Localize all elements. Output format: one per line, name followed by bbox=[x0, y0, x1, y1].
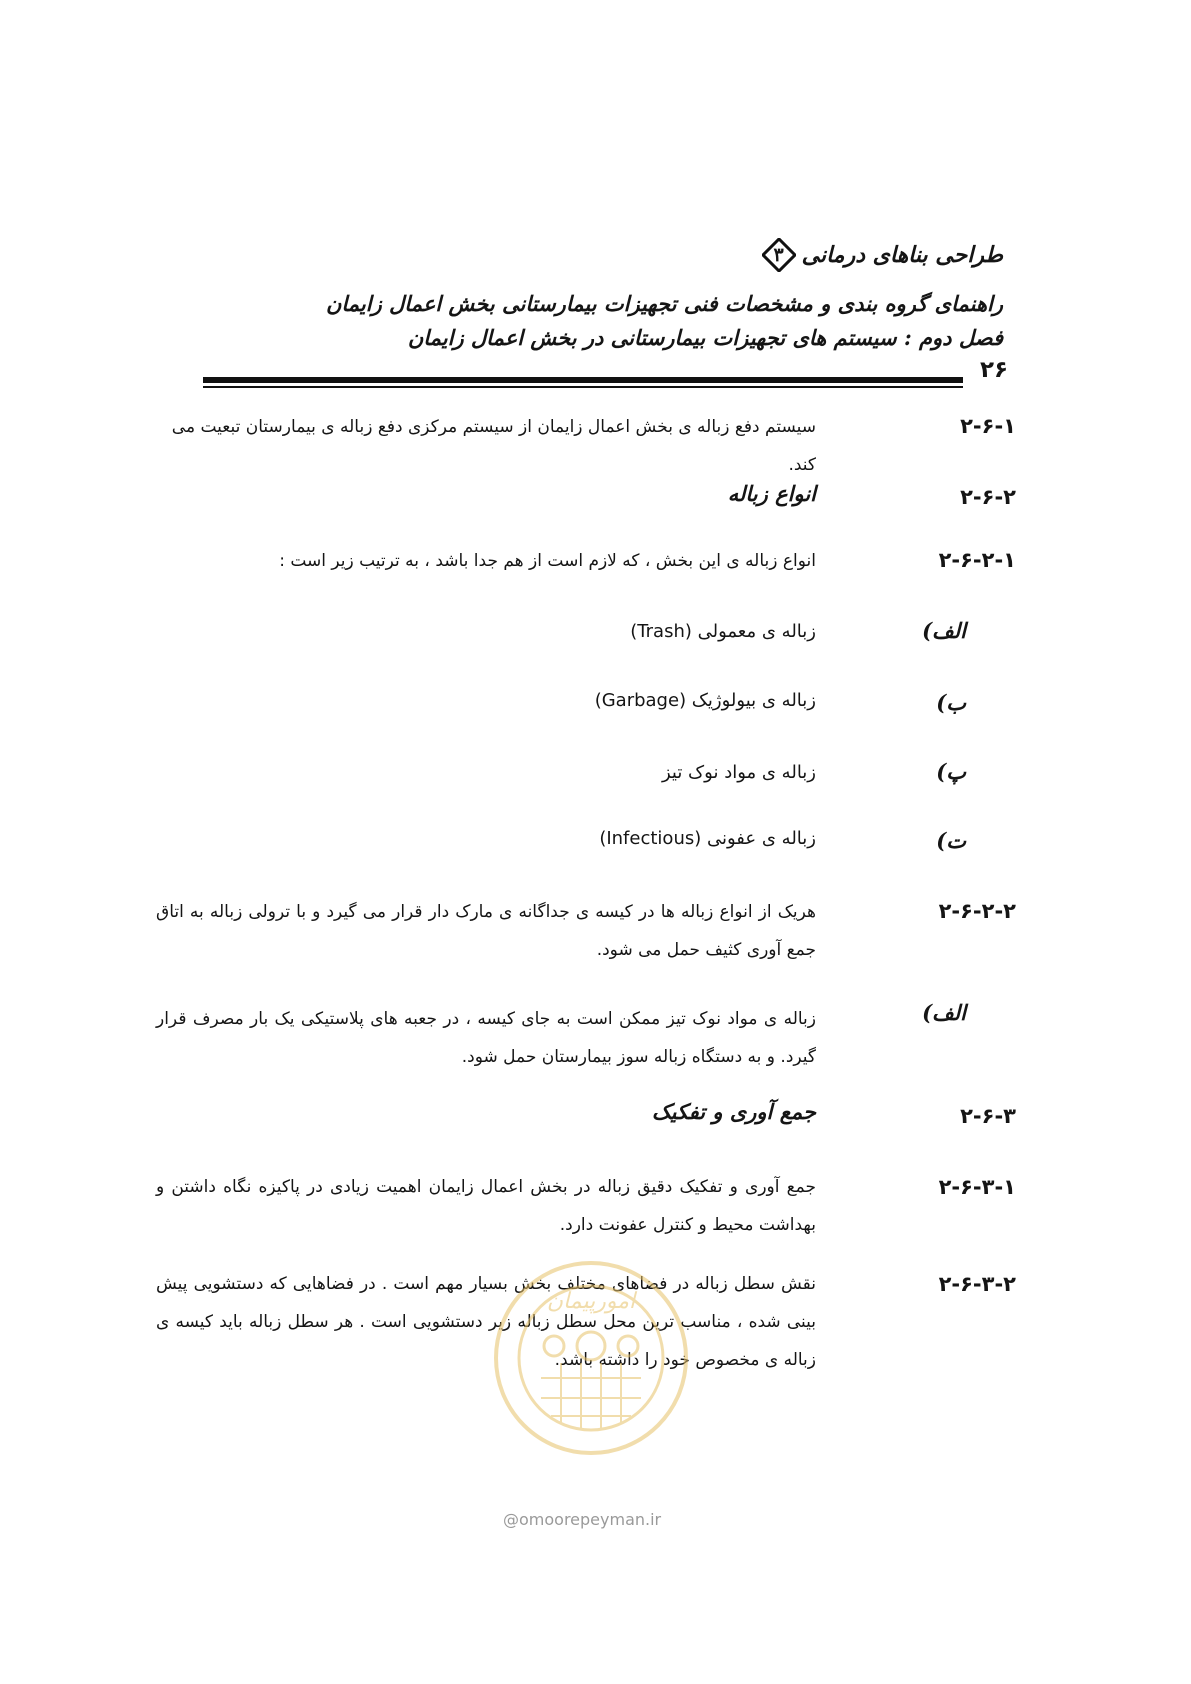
book-title-text: طراحی بناهای درمانی bbox=[801, 242, 1003, 268]
list-item: زباله ی بیولوژیک (Garbage) bbox=[594, 690, 816, 711]
list-item: زباله ی عفونی (Infectious) bbox=[599, 828, 816, 849]
section-text: انواع زباله ی این بخش ، که لازم است از هم جدا باشد ، به ترتیب زیر است : bbox=[279, 551, 816, 571]
item-label: ت) bbox=[936, 828, 966, 853]
section-text: نقش سطل زباله در فضاهای مختلف بخش بسیار مهم است . در فضاهایی که دستشویی پیش بینی شده ، مناسب ترین محل سطل زباله زیر دستشویی است . هر سطل زباله باید کیسه ی زباله ی مخصوص خود را داشته باشد. bbox=[156, 1274, 816, 1370]
section-text: جمع آوری و تفکیک دقیق زباله در بخش اعمال زایمان اهمیت زیادی در پاکیزه نگاه داشتن و بهداشت محیط و کنترل عفونت دارد. bbox=[156, 1177, 816, 1235]
section-heading: جمع آوری و تفکیک bbox=[651, 1099, 816, 1124]
section-text: هریک از انواع زباله ها در کیسه ی جداگانه ی مارک دار قرار می گیرد و با ترولی زباله به اتاق جمع آوری کثیف حمل می شود. bbox=[156, 902, 816, 960]
section-text: زباله ی مواد نوک تیز ممکن است به جای کیسه ، در جعبه های پلاستیکی یک بار مصرف قرار گیرد. و به دستگاه زباله سوز بیمارستان حمل شود. bbox=[156, 1009, 816, 1067]
section-number: ۲-۶-۳-۲ bbox=[938, 1272, 1016, 1296]
volume-badge bbox=[762, 238, 796, 272]
list-item: زباله ی مواد نوک تیز bbox=[661, 762, 816, 783]
item-label: ب) bbox=[936, 690, 966, 715]
item-label: الف) bbox=[922, 618, 966, 643]
section-number: ۲-۶-۲-۱ bbox=[938, 548, 1016, 572]
list-item: زباله ی معمولی (Trash) bbox=[630, 621, 816, 642]
item-label: الف) bbox=[922, 1000, 966, 1025]
page-number: ۲۶ bbox=[980, 357, 1009, 383]
section-number: ۲-۶-۲-۲ bbox=[938, 899, 1016, 923]
watermark-url: @omoorepeyman.ir bbox=[503, 1510, 662, 1529]
section-number: ۲-۶-۳ bbox=[960, 1104, 1016, 1128]
section-text: سیستم دفع زباله ی بخش اعمال زایمان از سیستم مرکزی دفع زباله ی بیمارستان تبعیت می کند. bbox=[171, 417, 816, 475]
volume-number: ۳ bbox=[773, 244, 784, 266]
section-heading: انواع زباله bbox=[727, 481, 816, 506]
watermark-logo bbox=[486, 1258, 696, 1458]
header-rule-thin bbox=[203, 386, 963, 388]
section-number: ۲-۶-۲ bbox=[960, 485, 1016, 509]
watermark-logo-text: امورپیمان bbox=[546, 1289, 636, 1314]
section-number: ۲-۶-۳-۱ bbox=[938, 1175, 1016, 1199]
item-label: پ) bbox=[936, 759, 966, 784]
book-title bbox=[762, 238, 1003, 272]
section-number: ۲-۶-۱ bbox=[960, 414, 1016, 438]
chapter-title: فصل دوم : سیستم های تجهیزات بیمارستانی در بخش اعمال زایمان bbox=[407, 325, 1003, 350]
header-rule bbox=[203, 377, 963, 383]
guide-title: راهنمای گروه بندی و مشخصات فنی تجهیزات بیمارستانی بخش اعمال زایمان bbox=[325, 291, 1003, 316]
